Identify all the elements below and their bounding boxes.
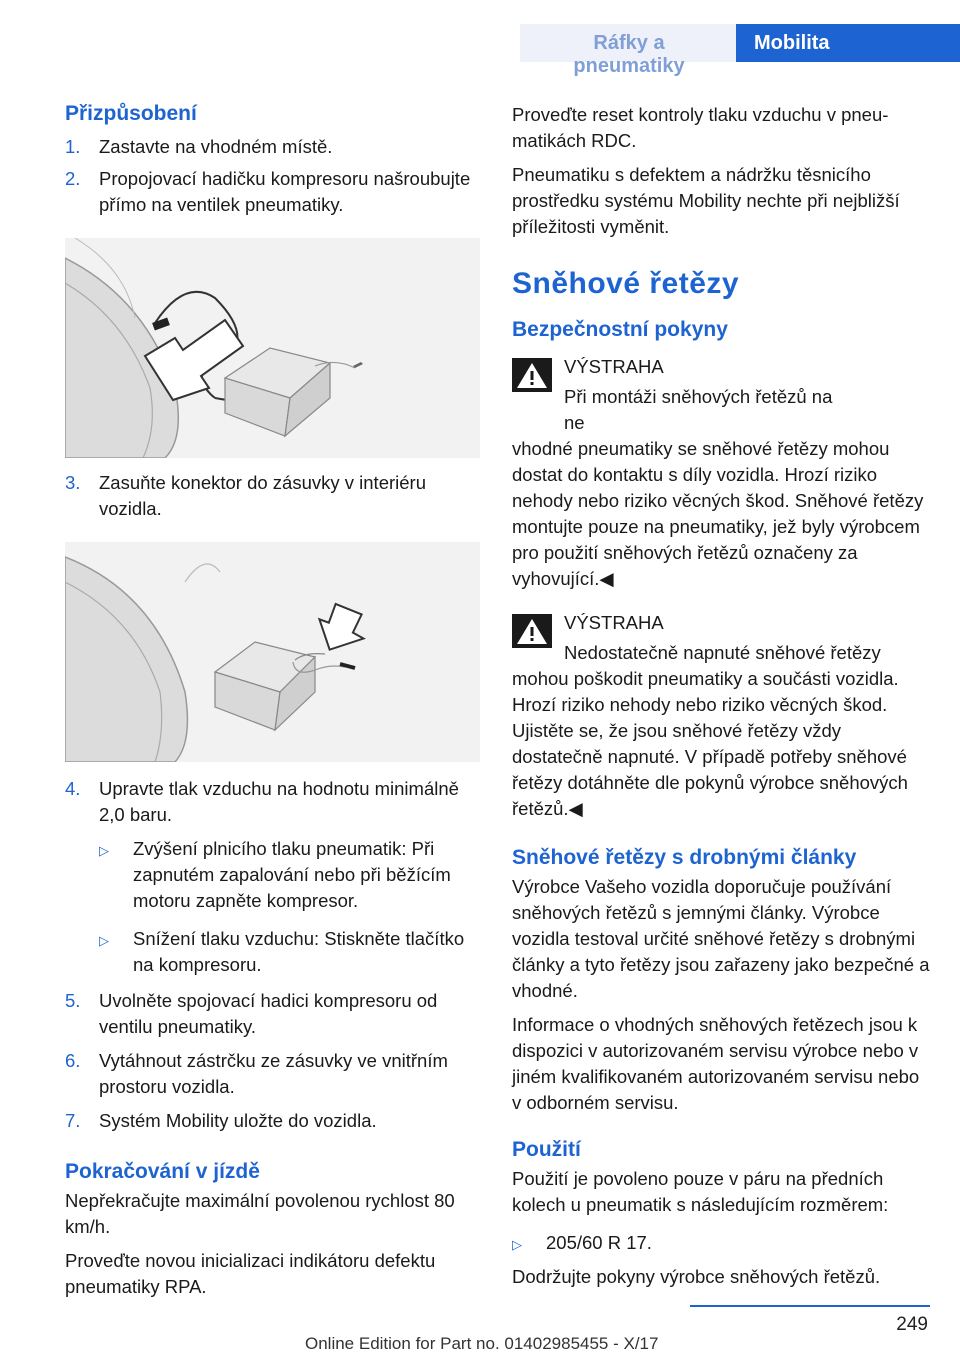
warning-triangle-icon — [512, 358, 552, 392]
paragraph-fine-chains-info: Informace o vhodných sněhových řetězech jsou k dispozici v autorizovaném servisu výrobce nebo v jiném kvalifikovaném autorizovaném servisu nebo v odborném servisu. — [512, 1014, 920, 1113]
step-text: Vytáhnout zástrčku ze zásuvky ve vnitřním prostoru vozidla. — [99, 1050, 448, 1097]
warning-block-2 — [512, 610, 930, 822]
illustration-plug-socket — [65, 542, 480, 762]
list-item-tire-size — [512, 1230, 930, 1258]
step-number: 5. — [65, 990, 81, 1011]
page-header — [520, 24, 960, 77]
step-text: Zastavte na vhodném místě. — [99, 136, 333, 157]
substep-decrease — [99, 926, 480, 978]
step-number: 2. — [65, 168, 81, 189]
edition-note: Online Edition for Part no. 01402985455 - X/17 — [305, 1334, 659, 1353]
warning-text: vhodné pneumatiky se sněhové řetězy mohou dostat do kontaktu s díly vozidla. Hrozí riziko nehody nebo riziko věcných škod. Sněhové řetězy montujte pouze na pneumatiky, jež byly výrobcem pro použití sněhových řetězů označeny za vyhovující.◀ — [512, 438, 924, 589]
step-text: Uvolněte spojovací hadici kompresoru od ventilu pneumatiky. — [99, 990, 438, 1037]
page-number: 249 — [896, 1314, 928, 1335]
tire-size-text: 205/60 R 17. — [546, 1232, 652, 1253]
warning-triangle-icon — [512, 614, 552, 648]
warning-text-start: Nedostatečně napnuté sněhové řetězy — [564, 642, 881, 663]
right-column — [512, 100, 930, 1290]
paragraph-rpa: Proveďte novou inicializaci indikátoru defektu pneumatiky RPA. — [65, 1250, 436, 1297]
header-section-title: Ráfky a pneumatiky — [520, 24, 736, 62]
paragraph-follow-instructions: Dodržujte pokyny výrobce sněhových řetězů. — [512, 1266, 881, 1287]
heading-adjust: Přizpůsobení — [65, 102, 197, 125]
substep-text: Zvýšení plnicího tlaku pneumatik: Při zapnutém zapalování nebo při běžícím motoru zapněte kompresor. — [133, 838, 451, 911]
left-column — [65, 100, 480, 1300]
step-number: 6. — [65, 1050, 81, 1071]
heading-safety-notes: Bezpečnostní pokyny — [512, 318, 728, 341]
paragraph-speed-limit: Nepřekračujte maximální povolenou rychlost 80 km/h. — [65, 1190, 455, 1237]
triangle-bullet-icon: ▷ — [99, 933, 109, 948]
step-text: Zasuňte konektor do zásuvky v interiéru vozidla. — [99, 472, 426, 519]
step-6 — [65, 1048, 480, 1100]
triangle-bullet-icon: ▷ — [99, 843, 109, 858]
warning-text-start: Při montáži sněhových řetězů na ne — [564, 386, 833, 433]
paragraph-use: Použití je povoleno pouze v páru na předních kolech u pneumatik s následujícím rozměrem: — [512, 1168, 889, 1215]
step-3 — [65, 470, 480, 522]
heading-snow-chains: Sněhové řetězy — [512, 267, 740, 300]
triangle-bullet-icon: ▷ — [512, 1237, 522, 1252]
step-text: Upravte tlak vzduchu na hodnotu minimálně 2,0 baru. — [99, 778, 459, 825]
paragraph-fine-chains-recommendation: Výrobce Vašeho vozidla doporučuje používání sněhových řetězů s jemnými články. Výrobce vozidla testoval určité sněhové řetězy s drobnými články a tyto řetězy jsou zařazeny jako bezpečné a vhodné. — [512, 876, 930, 1001]
step-4 — [65, 776, 480, 828]
paragraph-replace-tire: Pneumatiku s defektem a nádržku těsnicího prostředku systému Mobility nechte při nejbližší příležitosti vyměnit. — [512, 164, 900, 237]
substep-increase — [99, 836, 480, 914]
warning-text: mohou poškodit pneumatiky a součásti vozidla. Hrozí riziko nehody nebo riziko věcných škod. Ujistěte se, že jsou sněhové řetězy vždy dostatečně napnuté. V případě potřeby sněhové řetězy dotáhněte dle pokynů výrobce sněhových řetězů.◀ — [512, 668, 908, 819]
heading-use: Použití — [512, 1138, 581, 1161]
heading-fine-link-chains: Sněhové řetězy s drobnými články — [512, 846, 857, 869]
warning-label: VÝSTRAHA — [564, 612, 664, 633]
heading-continue-driving: Pokračování v jízdě — [65, 1160, 260, 1183]
step-5 — [65, 988, 480, 1040]
step-number: 3. — [65, 472, 81, 493]
paragraph-rdc-reset: Proveďte reset kontroly tlaku vzduchu v pneumatikách RDC. — [512, 104, 889, 151]
step-number: 1. — [65, 136, 81, 157]
warning-label: VÝSTRAHA — [564, 356, 664, 377]
illustration-hose-valve — [65, 238, 480, 458]
step-text: Propojovací hadičku kompresoru našroubujte přímo na ventilek pneumatiky. — [99, 168, 471, 215]
step-7 — [65, 1108, 480, 1134]
substep-text: Snížení tlaku vzduchu: Stiskněte tlačítko na kompresoru. — [133, 928, 465, 975]
footer-rule — [690, 1305, 930, 1307]
header-chapter-title: Mobilita — [736, 24, 960, 62]
step-2 — [65, 166, 480, 218]
step-number: 4. — [65, 778, 81, 799]
step-text: Systém Mobility uložte do vozidla. — [99, 1110, 377, 1131]
step-1 — [65, 134, 480, 160]
step-number: 7. — [65, 1110, 81, 1131]
warning-block-1 — [512, 354, 930, 592]
